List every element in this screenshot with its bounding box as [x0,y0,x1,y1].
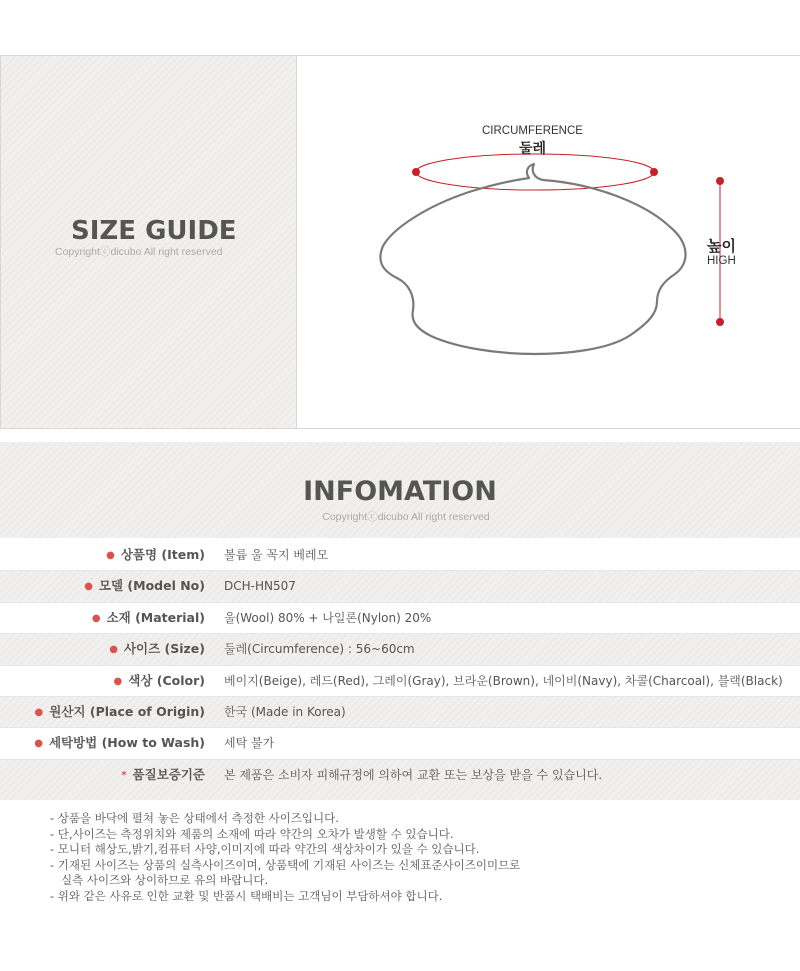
row-label: ● 소재 (Material) [91,609,205,625]
table-row [0,540,800,571]
row-value: 둘레(Circumference) : 56~60cm [224,642,415,657]
size-guide-panel [0,55,297,429]
circumference-ko-label: 둘레 [519,140,547,156]
table-row [0,666,800,697]
note-line: - 단,사이즈는 측정위치와 제품의 소재에 따라 약간의 오차가 발생할 수 있습니다. [50,826,454,841]
table-row [0,571,800,602]
row-label: ● 상품명 (Item) [106,547,205,562]
row-label: * 품질보증기준 [121,766,205,782]
height-ko-label: 높이 [707,238,736,255]
circumference-en-label: CIRCUMFERENCE [482,125,583,137]
note-line: - 모니터 해상도,밝기,컴퓨터 사양,이미지에 따라 약간의 색상차이가 있을 수 있습니다. [50,842,480,856]
bullet-icon: ● [34,706,44,718]
bullet-icon: * [121,769,127,781]
row-label: ● 원산지 (Place of Origin) [34,703,205,719]
table-row [0,603,800,634]
circumference-ellipse [416,154,654,190]
table-row [0,728,800,759]
bullet-icon: ● [34,738,43,750]
note-line: - 위와 같은 사유로 인한 교환 및 반품시 택배비는 고객님이 부담하셔야 합니다. [50,888,443,903]
size-guide-section [0,55,800,429]
note-line: - 상품을 바닥에 펼쳐 놓은 상태에서 측정한 사이즈입니다. [50,811,339,825]
row-value: 한국 (Made in Korea) [224,704,346,719]
bullet-icon: ● [113,675,123,687]
row-label: ● 색상 (Color) [113,672,205,688]
bullet-icon: ● [84,581,93,593]
information-copyright: Copyrightⓒdicubo All right reserved [322,511,490,523]
row-value: 울(Wool) 80% + 나일론(Nylon) 20% [224,610,432,625]
size-guide-title: SIZE GUIDE [71,216,237,246]
height-en-label: HIGH [707,255,736,267]
row-value: 볼륨 울 꼭지 베레모 [224,548,329,562]
table-row [0,697,800,728]
size-notes [50,811,520,904]
bullet-icon: ● [106,550,115,561]
row-value: 본 제품은 소비자 피해규정에 의하여 교환 또는 보상을 받을 수 있습니다. [224,767,603,782]
information-table [0,540,800,800]
height-bottom-dot [716,318,724,326]
information-header [0,442,800,538]
row-value: 베이지(Beige), 레드(Red), 그레이(Gray), 브라운(Brown), 네이비(Navy), 차콜(Charcoal), 블랙(Black) [224,673,783,688]
circumference-left-dot [412,168,420,176]
circumference-right-dot [650,168,658,176]
size-guide-copyright: Copyrightⓒdicubo All right reserved [55,246,223,258]
note-line: 실측 사이즈와 상이하므로 유의 바랍니다. [50,873,269,887]
table-row [0,760,800,800]
height-top-dot [716,177,724,185]
table-row [0,634,800,665]
row-label: ● 사이즈 (Size) [109,641,205,657]
bullet-icon: ● [109,644,118,656]
row-value: 세탁 불가 [224,736,275,751]
row-label: ● 세탁방법 (How to Wash) [34,735,205,751]
beret-diagram-panel [296,55,800,429]
row-value: DCH-HN507 [224,579,296,594]
information-title: INFOMATION [303,476,497,507]
beret-outline [380,164,685,354]
row-label: ● 모델 (Model No) [84,578,205,594]
bullet-icon: ● [91,612,101,624]
note-line: - 기재된 사이즈는 상품의 실측사이즈이며, 상품택에 기재된 사이즈는 신체표준사이즈이미므로 [50,857,521,872]
